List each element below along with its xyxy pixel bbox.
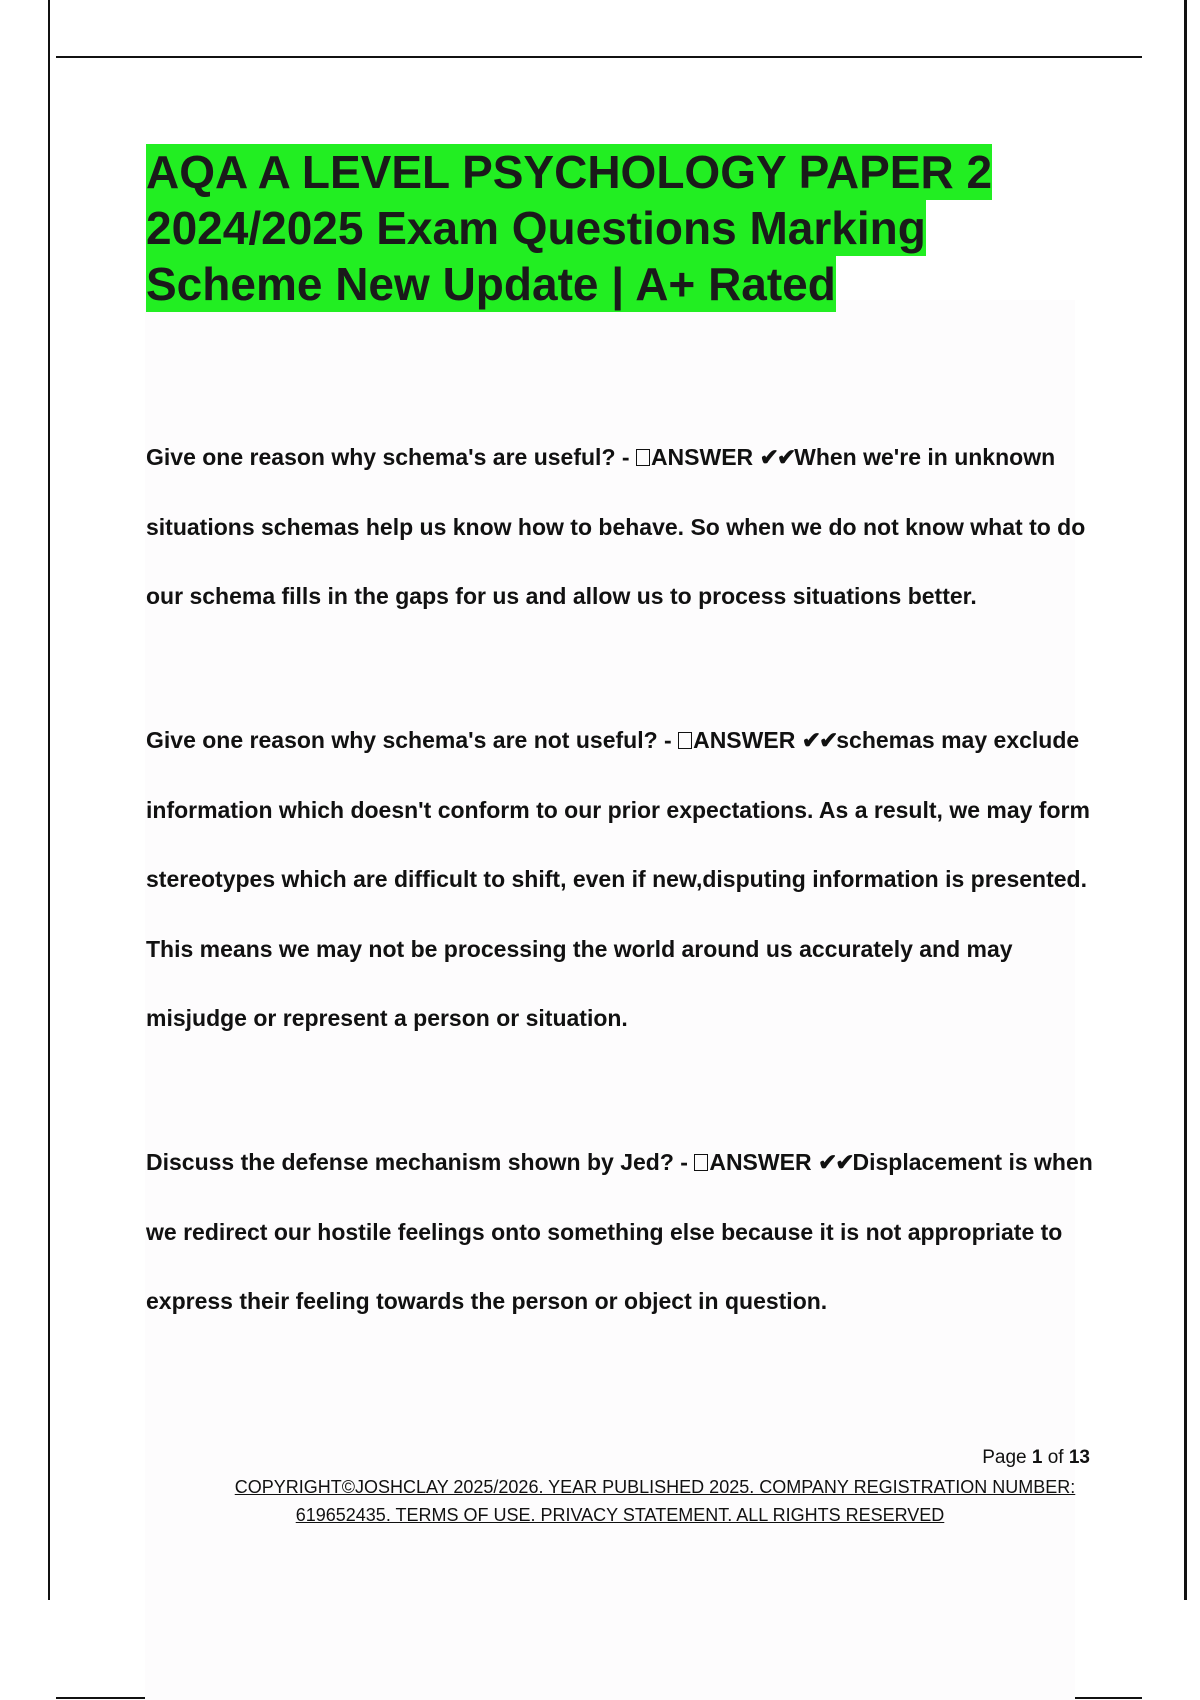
answer-text: When we're in unknown situations schemas help us know how to behave. So when we do not know what to do our schema fills in the gaps for us and allow us to process situations better.: [146, 444, 1086, 609]
page-of: of: [1047, 1447, 1064, 1468]
document-title: [146, 144, 1106, 312]
double-check-icon: ✔✔: [801, 727, 837, 753]
missing-glyph-icon: [694, 1154, 708, 1171]
page-total: 13: [1068, 1447, 1090, 1468]
question-text: Discuss the defense mechanism shown by Jed? -: [146, 1149, 695, 1175]
title-highlight: AQA A LEVEL PSYCHOLOGY PAPER 2 2024/2025 Exam Questions Marking Scheme New Update | A+ Rated: [146, 146, 993, 310]
answer-label: ANSWER: [650, 444, 754, 470]
qa-item-1: [146, 423, 1106, 632]
question-text: Give one reason why schema's are not useful? -: [146, 727, 679, 753]
page-border-left: [48, 0, 50, 1600]
double-check-icon: ✔✔: [759, 444, 795, 470]
missing-glyph-icon: [636, 449, 650, 466]
answer-label: ANSWER: [693, 727, 796, 753]
copyright-line-2: 619652435. TERMS OF USE. PRIVACY STATEMENT. ALL RIGHTS RESERVED: [295, 1505, 945, 1525]
double-check-icon: ✔✔: [817, 1149, 853, 1175]
page-word: Page: [982, 1447, 1027, 1468]
missing-glyph-icon: [678, 732, 692, 749]
qa-item-3: [146, 1128, 1106, 1337]
question-text: Give one reason why schema's are useful? -: [146, 444, 636, 470]
top-rule: [56, 56, 1142, 58]
answer-text: schemas may exclude information which doesn't conform to our prior expectations. As a result, we may form stereotypes which are difficult to shift, even if new,disputing information is presented. This means we may not be processing the world around us accurately and may misjudge or represent a person or situation.: [146, 727, 1090, 1031]
copyright-notice: [150, 1473, 1090, 1529]
page-number: [880, 1447, 1090, 1469]
copyright-line-1: COPYRIGHT©JOSHCLAY 2025/2026. YEAR PUBLISHED 2025. COMPANY REGISTRATION NUMBER:: [234, 1477, 1076, 1497]
answer-text: Displacement is when we redirect our hostile feelings onto something else because it is not appropriate to express their feeling towards the person or object in question.: [146, 1149, 1093, 1314]
qa-item-2: [146, 706, 1106, 1054]
page-current: 1: [1031, 1447, 1043, 1468]
answer-label: ANSWER: [709, 1149, 812, 1175]
page-border-right: [1184, 0, 1187, 1600]
